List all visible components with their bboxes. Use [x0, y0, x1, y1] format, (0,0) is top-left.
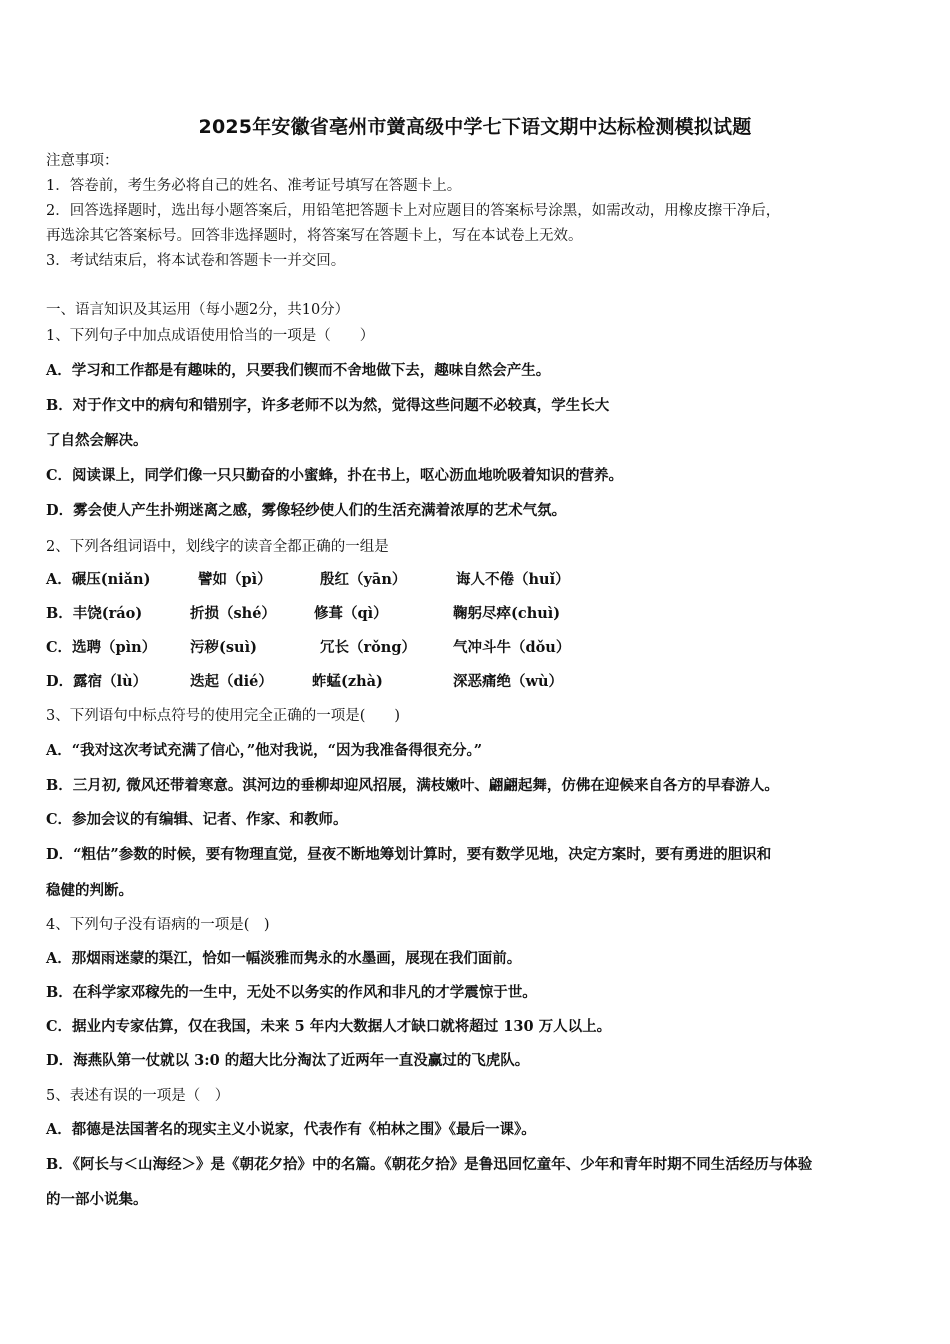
q2-option-d-word-2: 迭起（dié） — [190, 673, 273, 690]
question-3-option-c: C．参加会议的有编辑、记者、作家、和教师。 — [46, 811, 348, 828]
question-1-option-b: B．对于作文中的病句和错别字，许多老师不以为然，觉得这些问题不必较真，学生长大 — [46, 397, 610, 414]
question-4-option-c: C．据业内专家估算，仅在我国，未来 5 年内大数据人才缺口就将超过 130 万人以上。 — [46, 1018, 612, 1035]
q2-option-d-word-3: 蚱蜢(zhà) — [312, 673, 383, 690]
question-4-option-d: D．海燕队第一仗就以 3:0 的超大比分淘汰了近两年一直没赢过的飞虎队。 — [46, 1052, 530, 1069]
question-1-option-a: A．学习和工作都是有趣味的，只要我们锲而不舍地做下去，趣味自然会产生。 — [46, 362, 551, 379]
notice-item: 3．考试结束后，将本试卷和答题卡一并交回。 — [46, 253, 346, 269]
question-3-option-d-cont: 稳健的判断。 — [46, 882, 133, 899]
section-heading: 一、语言知识及其运用（每小题2分，共10分） — [46, 302, 350, 318]
notice-heading: 注意事项： — [46, 153, 119, 169]
q2-option-a-word-2: 譬如（pì） — [198, 571, 272, 588]
q2-option-a-word-3: 殷红（yān） — [320, 571, 407, 588]
question-3-stem: 3、下列语句中标点符号的使用完全正确的一项是( ) — [46, 708, 401, 724]
question-1-option-b-cont: 了自然会解决。 — [46, 432, 148, 449]
q2-option-b-word-3: 修葺（qì） — [314, 605, 388, 622]
page-title: 2025年安徽省亳州市黉高级中学七下语文期中达标检测模拟试题 — [198, 116, 752, 138]
question-4-option-b: B．在科学家邓稼先的一生中，无处不以务实的作风和非凡的才学震惊于世。 — [46, 984, 537, 1001]
q2-option-c-word-2: 污秽(suì) — [190, 639, 257, 656]
q2-option-c-word-1: C．选聘（pìn） — [46, 639, 157, 656]
question-4-stem: 4、下列句子没有语病的一项是( ) — [46, 917, 270, 933]
question-1-option-c: C．阅读课上，同学们像一只只勤奋的小蜜蜂，扑在书上，呕心沥血地吮吸着知识的营养。 — [46, 467, 624, 484]
question-1-option-d: D．雾会使人产生扑朔迷离之感，雾像轻纱使人们的生活充满着浓厚的艺术气氛。 — [46, 502, 567, 519]
q2-option-d-word-4: 深恶痛绝（wù） — [453, 673, 564, 690]
question-2-stem: 2、下列各组词语中，划线字的读音全都正确的一组是 — [46, 539, 389, 555]
notice-item: 1．答卷前，考生务必将自己的姓名、准考证号填写在答题卡上。 — [46, 178, 462, 194]
question-5-stem: 5、表述有误的一项是（ ） — [46, 1088, 230, 1104]
question-5-option-b: B．《阿长与＜山海经＞》是《朝花夕拾》中的名篇。《朝花夕拾》是鲁迅回忆童年、少年和青年时期不同生活经历与体验 — [46, 1156, 813, 1173]
question-5-option-a: A．都德是法国著名的现实主义小说家，代表作有《柏林之围》《最后一课》。 — [46, 1121, 536, 1138]
question-3-option-a: A．“我对这次考试充满了信心，”他对我说，“因为我准备得很充分。” — [46, 742, 483, 759]
q2-option-a-word-4: 诲人不倦（huǐ） — [456, 571, 570, 588]
q2-option-b-word-4: 鞠躬尽瘁(chuì) — [453, 605, 561, 622]
notice-item: 2．回答选择题时，选出每小题答案后，用铅笔把答题卡上对应题目的答案标号涂黑，如需改动，用橡皮擦干净后， — [46, 203, 781, 219]
question-4-option-a: A．那烟雨迷蒙的渠江，恰如一幅淡雅而隽永的水墨画，展现在我们面前。 — [46, 950, 522, 967]
q2-option-a-word-1: A．碾压(niǎn) — [46, 571, 151, 588]
q2-option-d-word-1: D．露宿（lù） — [46, 673, 148, 690]
q2-option-c-word-3: 冗长（rǒng） — [320, 639, 416, 656]
question-1-stem: 1、下列句子中加点成语使用恰当的一项是（ ） — [46, 328, 375, 344]
q2-option-b-word-1: B．丰饶(ráo) — [46, 605, 143, 622]
q2-option-c-word-4: 气冲斗牛（dǒu） — [453, 639, 571, 656]
question-5-option-b-cont: 的一部小说集。 — [46, 1191, 148, 1208]
question-3-option-d: D．“粗估”参数的时候，要有物理直觉，昼夜不断地筹划计算时，要有数学见地，决定方案时，要有勇进的胆识和 — [46, 846, 772, 863]
notice-item: 再选涂其它答案标号。回答非选择题时，将答案写在答题卡上，写在本试卷上无效。 — [46, 228, 583, 244]
q2-option-b-word-2: 折损（shé） — [190, 605, 276, 622]
question-3-option-b: B．三月初, 微风还带着寒意。淇河边的垂柳却迎风招展，满枝嫩叶、翩翩起舞，仿佛在迎候来自各方的早春游人。 — [46, 777, 779, 794]
